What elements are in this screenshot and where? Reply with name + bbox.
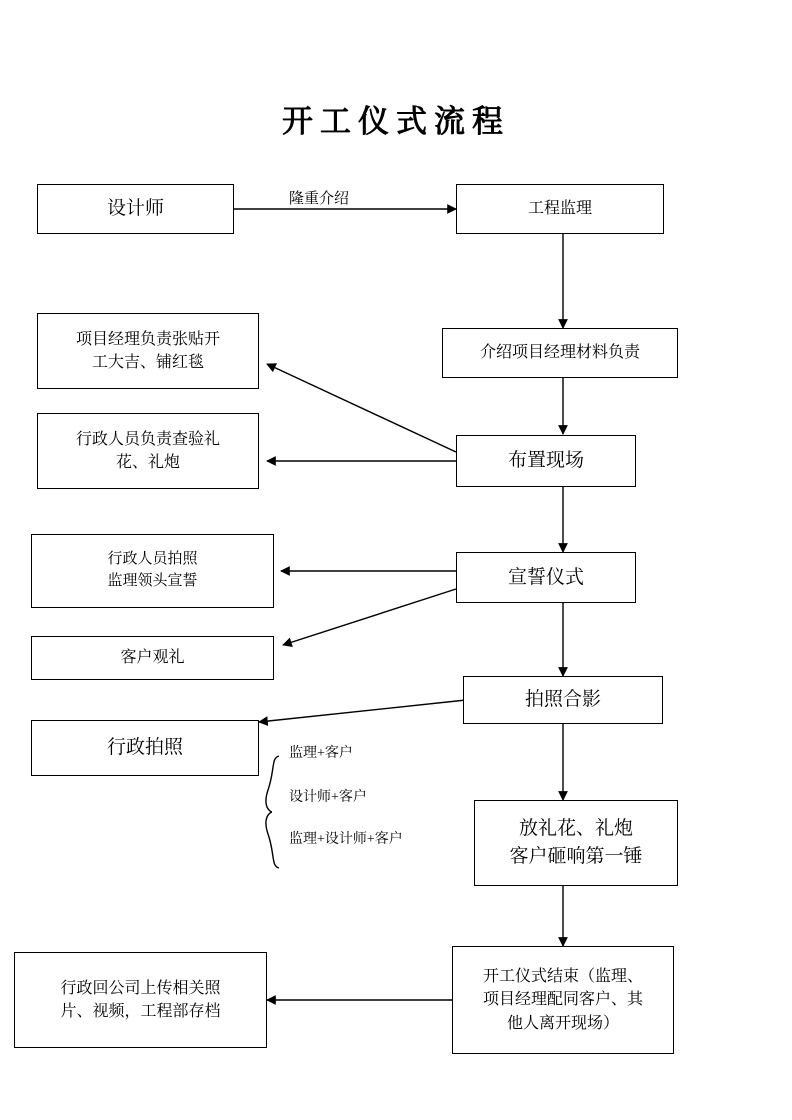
- node-pm-post-line-0: 项目经理负责张贴开: [75, 330, 220, 348]
- node-admin-check-line-0: 行政人员负责查验礼: [75, 430, 220, 448]
- node-designer[interactable]: [37, 184, 234, 234]
- node-ceremony-end-line-0: 开工仪式结束（监理、: [482, 968, 643, 986]
- node-oath-ceremony[interactable]: [456, 552, 636, 603]
- node-admin-shoot[interactable]: [31, 720, 259, 776]
- node-fireworks[interactable]: [474, 800, 678, 886]
- node-admin-photo-oath-line-1: 监理领头宣誓: [107, 573, 198, 589]
- node-admin-photo-oath-line-0: 行政人员拍照: [107, 551, 198, 568]
- node-setup-site[interactable]: [456, 435, 636, 487]
- node-admin-photo-oath[interactable]: [31, 534, 274, 608]
- node-client-watch-line-0: 客户观礼: [120, 649, 185, 667]
- node-admin-check[interactable]: [37, 413, 259, 489]
- node-intro-pm-line-0: 介绍项目经理材料负责: [479, 344, 640, 362]
- brace-item-0: 监理+客户: [289, 746, 353, 761]
- node-group-photo-line-0: 拍照合影: [524, 689, 601, 711]
- node-admin-check-line-1: 花、礼炮: [115, 454, 180, 471]
- node-oath-ceremony-line-0: 宣誓仪式: [507, 566, 584, 588]
- node-upload-archive-line-0: 行政回公司上传相关照: [60, 979, 221, 997]
- brace-item-1: 设计师+客户: [289, 790, 367, 805]
- node-setup-site-line-0: 布置现场: [507, 450, 584, 472]
- node-admin-shoot-line-0: 行政拍照: [106, 737, 183, 759]
- node-ceremony-end[interactable]: [452, 946, 674, 1054]
- node-designer-line-0: 设计师: [106, 198, 164, 220]
- node-upload-archive[interactable]: [14, 952, 267, 1048]
- node-supervisor[interactable]: [456, 184, 664, 234]
- node-client-watch[interactable]: [31, 636, 274, 680]
- node-intro-pm[interactable]: [442, 328, 678, 378]
- node-ceremony-end-line-2: 他人离开现场）: [506, 1014, 619, 1032]
- node-supervisor-line-0: 工程监理: [527, 200, 592, 218]
- node-pm-post-line-1: 工大吉、铺红毯: [91, 354, 204, 371]
- node-fireworks-line-1: 客户砸响第一锤: [509, 846, 643, 867]
- brace-item-2: 监理+设计师+客户: [289, 832, 403, 847]
- node-ceremony-end-line-1: 项目经理配同客户、其: [482, 991, 643, 1009]
- node-upload-archive-line-1: 片、视频，工程部存档: [60, 1003, 221, 1020]
- node-group-photo[interactable]: [463, 676, 663, 724]
- page-title: 开工仪式流程: [282, 104, 510, 139]
- edge-label-grand-intro: 隆重介绍: [289, 191, 350, 207]
- node-fireworks-line-0: 放礼花、礼炮: [518, 818, 633, 840]
- node-pm-post[interactable]: [37, 313, 259, 389]
